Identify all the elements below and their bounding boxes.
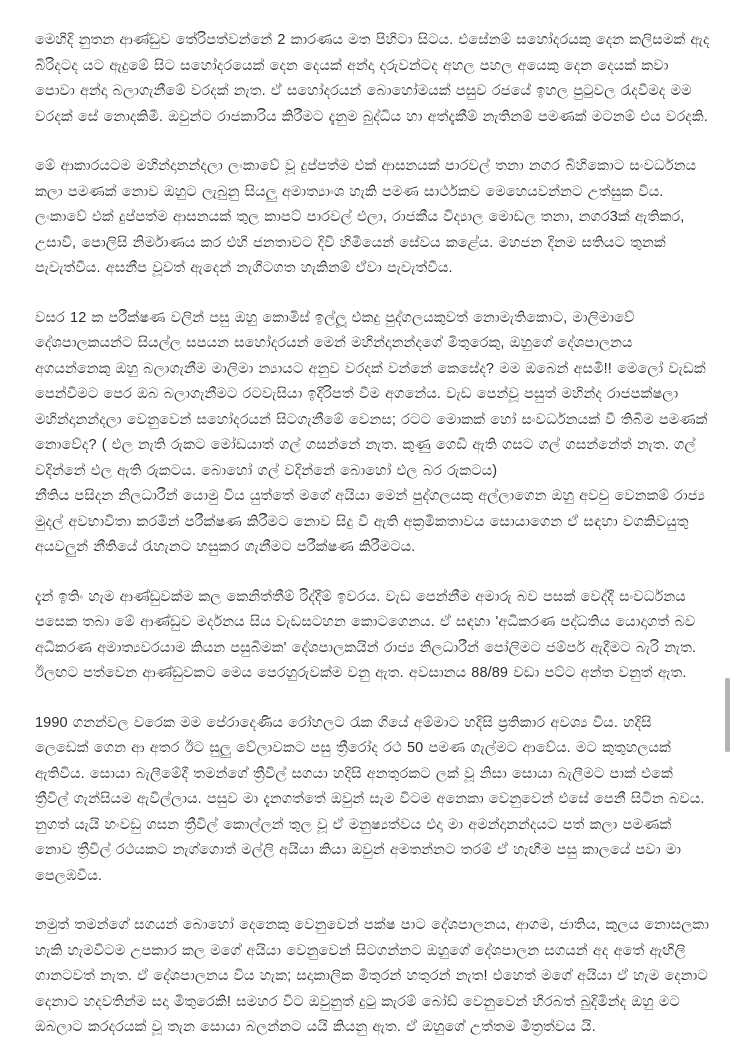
paragraph: මෙහිදි නුතන ආණ්ඩුව තේරිපත්වන්නේ 2 කාරණය මත පිහිටා සිටය. එසේනම් සහෝදරයකු දෙන කලිසමක් ඇද බිරිදටද යට ඇදුමේ සිට සහෝදරයෙක් දෙන දෙයක් අන්දා දරුවන්ටද අහල පහල අයෙකු දෙන දෙයක් කවා පොවා අන්දා බලාගැනීමේ වරදක් නැත. ඒ සහෝදරයන් බොහෝමයක් පසුව රජයේ ඉහල පුටුවල රැදවීමද මම වරදක් සේ නොදකිමී. ඔවුන්ට රාජකාරිය කිරීමට දැනුම බුද්ධිය හා අත්දැකීම් නැතිනම් පමණක් මටනම් එය වරදකි. — [35, 32, 710, 125]
paragraph: නමුත් තමන්ගේ සගයන් බොහෝ දෙනෙකු වෙනුවෙන් පක්ෂ පාට දේශපාලනය, ආගම, ජාතිය, කුලය නොසලකා හැකි හැමවිටම උපකාර කල මගේ අයියා වෙනුවෙන් සිටගන්නට ඔහුගේ දේශපාලන සගයන් අද අතේ ඇඟිලි ගානටවත් නැත. ඒ දේශපාලනය විය හැක; සදාකාලික මිතුරන් හතුරන් නැත! එහෙත් මගේ අයියා ඒ හැම දෙනාට දෙනාට හදවතින්ම සදා මිතුරෙකි! සමහර විට ඔවුනුත් දුටු කැරම් බෝඩ් වෙනුවෙන් හිරබත් බුදිමින්ද ඔහු මට ඔබලාට කරදරයක් වූ තැන සොයා බලන්නට යයි කියනු ඇත. ඒ ඔහුගේ උත්තම මිත්‍රත්වය යි. — [35, 917, 710, 1035]
paragraph: වසර 12 ක පරීක්ෂණ වලින් පසු ඔහු කොමිස් ඉල්ලූ එකදු පුද්ගලයකුවත් නොමැතිකොට, මාලිමාවේ දේශපාලකයන්ට සියල්ල සපයන සහෝදරයන් මෙන් මහින්දානන්දගේ මිතුරෙකු, ඔහුගේ දේශපාලනය අගයන්නෙකු ඔහු බලාගැනීම මාලිමා න්‍යායට අනුව වරදක් වන්නේ කෙසේද? මම ඔබෙන් අසමි!! මෙලෝ වැඩක් පෙන්වීමට පෙර ඔබ බලාගැනීමට රටවැසියා ඉදිරිපත් වීම අගනේය. වැඩ පෙන්වූ පසුත් මහින්ද රාජපක්ෂලා මහින්දානන්දලා වෙනුවෙන් සහෝදරයන් සිටගැනීමේ වෙනස; රටට මොකක් හෝ සංවර්ධනයක් වී තිබීම පමණක් නොවේද? ( එල නැති රුකට මෝඩයාත් ගල් ගසන්නේ නැත. කුණු ගෙඩි ඇති ගසට ගල් ගසන්නේත් නැත. ගල් වදින්නේ එල ඇති රුකටය. බොහෝ ගල් වදින්නේ බොහෝ එල බර රුකටය) — [35, 309, 708, 479]
paragraph: ලංකාවේ එක් දුප්පත්ම ආසනයක් තුල කාපට් පාරවල් එලා, රාජකීය විද්‍යාල මොඩල තනා, නගර3ක් ඇතිකර, උසාවි, පොලිසි නිර්මාණය කර එහි ජනතාවට දිවි හිමියෙන් සේවය කළේය. මහජන දිනම සතියට තුනක් පැවැත්වීය. අසනීප වූවත් ඇදෙන් නැගිටගත හැකිනම් ඒවා පැවැත්වීය. — [35, 209, 685, 276]
paragraph: 1990 ගනන්වල වරෙක මම පේරාදෙණිය රෝහලට රැක ගියේ අම්මාට හදිසි ප්‍රතිකාර අවශ්‍ය විය. හදිසි ලෙඩෙක් ගෙන ආ අතර ඊට සුලු වේලාවකට පසු ත්‍රීරෝද රථ 50 පමණ ගැල්මට ආවේය. මට කුතුහලයක් ඇතිවිය. සොයා බැලීමේදී තමන්ගේ ත්‍රීවිල් සගයා හදිසි අනතුරකට ලක් වූ නිසා සොයා බැලීමට පාක් එකේ ත්‍රීවිල් ගැන්සියම ඇවිල්ලාය. පසුව මා දැනගත්තේ ඔවුන් සැම විටම අනෙකා වෙනුවෙන් එසේ පෙනී සිටින බවය. නුගත් යැයි හංවඩු ගසන ත්‍රීවිල් කොල්ලන් තුල වූ ඒ මනුෂ්‍යත්වය එදා මා අමන්දානන්දයට පත් කලා පමණක් නොව ත්‍රීවිල් රථයකට නැග්ගොත් මල්ලි අයියා කියා ඔවුන් අමතන්නට තරම් ඒ හැඟීම පසු කාලයේ පවා මා පෙලඹවීය. — [35, 714, 705, 884]
scrollbar-thumb[interactable] — [725, 678, 730, 752]
paragraph: නීතිය පසිදන නිලධාරීන් යොමු විය යුත්තේ මගේ අයියා මෙන් පුද්ගලයකු අල්ලාගෙන ඔහු අවචු වෙනකම් රාජ්‍ය මුදල් අවභාවිතා කරමින් පරීක්ෂණ කිරීමට නොව සිදු වී ඇති අක්‍රමිකතාවය සොයාගෙන ඒ සඳහා වගකිවයුතු අයවලුන් නීතියේ රැහැනට හසුකර ගැනීමට පරීක්ෂණ කිරීමටය. — [35, 488, 705, 555]
paragraph: මේ ආකාරයටම මහින්දානන්දලා ලංකාවේ වූ දුප්පත්ම එක් ආසනයක් පාරවල් තනා නගර බිහිකොට සංවර්ධනය කලා පමණක් නොව ඔහුට ලැබුනු සියලු අමාත්‍යාංශ හැකි පමණ සාර්ථකව මෙහෙයවන්නට උත්සුක විය. — [35, 158, 697, 200]
text-column — [35, 28, 710, 1041]
paragraph: දැන් ඉතිං හැම ආණ්ඩුවක්ම කල කෙනිත්තීම් රිද්දීම් ඉවරය. වැඩ පෙන්නීම අමාරු බව පසක් වෙද්දී සංවර්ධනය පසෙක තබා මේ ආණ්ඩුව මර්දනය සිය වැඩසටහන කොටගෙනය. ඒ සඳහා 'අධිකරණ පද්ධතිය යොදාගත් බව අධිකරණ අමාත්‍යවරයාම කියන පසුබිමක' දේශපාලකයින් රාජ්‍ය නිලධාරීන් පෝලිමට ජම්පර් ඇදීමට බැරි නැත. ඊලඟට පත්වෙන ආණ්ඩුවකට මෙය පෙරහුරුවක්ම වනු ඇත. අවසානය 88/89 වඩා පට්ට අන්ත වනුත් ඇත. — [35, 588, 697, 681]
